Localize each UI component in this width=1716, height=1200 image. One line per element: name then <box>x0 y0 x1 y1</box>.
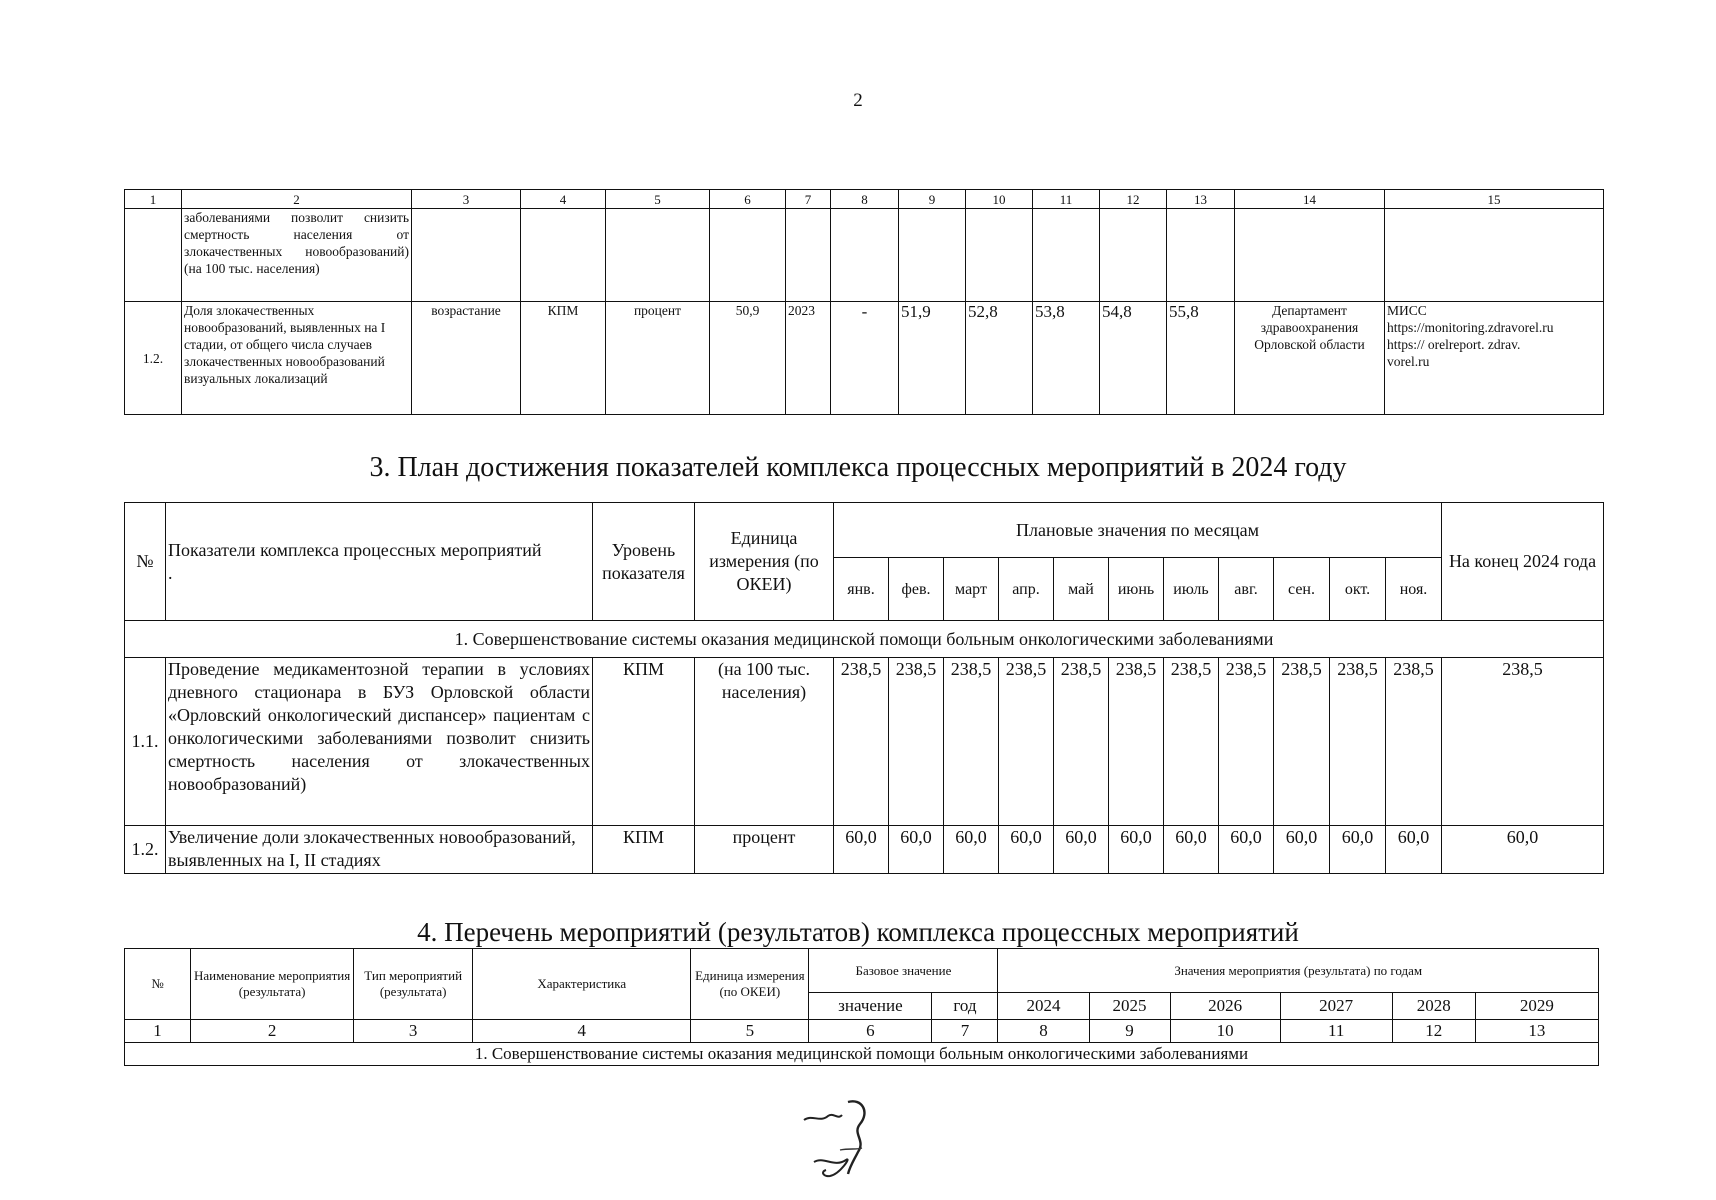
column-number: 13 <box>1475 1020 1598 1043</box>
month-header: авг. <box>1219 558 1274 621</box>
header-unit: Единица измерения (по ОКЕИ) <box>695 503 834 621</box>
column-number: 12 <box>1392 1020 1475 1043</box>
month-value: 60,0 <box>889 826 944 874</box>
value-cell: 54,8 <box>1100 302 1167 415</box>
column-number: 4 <box>473 1020 691 1043</box>
column-number: 6 <box>710 190 786 209</box>
header-values-by-year: Значения мероприятия (результата) по годам <box>998 949 1599 993</box>
header-num: № <box>125 949 191 1020</box>
month-header: июль <box>1164 558 1219 621</box>
month-value: 238,5 <box>1386 658 1442 826</box>
section-4-title: 4. Перечень мероприятий (результатов) комплекса процессных мероприятий <box>417 917 1299 947</box>
month-header: апр. <box>999 558 1054 621</box>
year-header: 2024 <box>998 993 1089 1020</box>
level-cell: КПМ <box>593 826 695 874</box>
header-num: № <box>125 503 166 621</box>
column-number: 6 <box>809 1020 932 1043</box>
month-header: янв. <box>834 558 889 621</box>
month-value: 60,0 <box>1219 826 1274 874</box>
section-row-label: 1. Совершенствование системы оказания медицинской помощи больным онкологическими заболеваниями <box>125 1043 1599 1066</box>
column-number: 4 <box>521 190 606 209</box>
header-characteristic: Характеристика <box>473 949 691 1020</box>
section-row <box>125 1043 1599 1066</box>
month-header: фев. <box>889 558 944 621</box>
month-value: 238,5 <box>1219 658 1274 826</box>
trend-cell: возрастание <box>412 302 521 415</box>
year-header: 2029 <box>1475 993 1598 1020</box>
column-number: 13 <box>1167 190 1235 209</box>
value-cell: 53,8 <box>1033 302 1100 415</box>
column-number: 3 <box>412 190 521 209</box>
level-cell: КПМ <box>521 302 606 415</box>
month-value: 60,0 <box>1164 826 1219 874</box>
responsible-cell: Департамент здравоохранения Орловской области <box>1235 302 1385 415</box>
table-row <box>125 209 1604 302</box>
column-number: 2 <box>191 1020 354 1043</box>
indicator-name: Проведение медикаментозной терапии в условиях дневного стационара в БУЗ Орловской области «Орловский онкологический диспансер» пациентам с онкологическими заболеваниями позволит снизить смертность населения от злокачественных новообразований) <box>166 658 593 826</box>
month-value: 60,0 <box>1274 826 1330 874</box>
row-number <box>125 209 182 302</box>
month-header: сен. <box>1274 558 1330 621</box>
month-value: 60,0 <box>944 826 999 874</box>
month-value: 238,5 <box>1164 658 1219 826</box>
month-value: 60,0 <box>834 826 889 874</box>
header-base-value: значение <box>809 993 932 1020</box>
header-planned: Плановые значения по месяцам <box>834 503 1442 558</box>
handwritten-signature <box>800 1090 880 1185</box>
row-number: 1.2. <box>125 826 166 874</box>
unit-cell: (на 100 тыс. населения) <box>695 658 834 826</box>
month-header: ноя. <box>1386 558 1442 621</box>
month-value: 238,5 <box>1054 658 1109 826</box>
column-number: 2 <box>182 190 412 209</box>
column-number-row <box>125 1020 1599 1043</box>
column-number: 1 <box>125 190 182 209</box>
header-name: Наименование мероприятия (результата) <box>191 949 354 1020</box>
unit-cell: процент <box>695 826 834 874</box>
month-value: 60,0 <box>1330 826 1386 874</box>
column-number: 9 <box>899 190 966 209</box>
header-indicators-dot: . <box>168 562 173 583</box>
end-of-year-value: 238,5 <box>1442 658 1604 826</box>
system-link: https://monitoring.zdravorel.ru <box>1387 320 1554 335</box>
month-value: 60,0 <box>999 826 1054 874</box>
month-value: 238,5 <box>834 658 889 826</box>
column-number-row <box>125 190 1604 209</box>
year-header: 2027 <box>1280 993 1392 1020</box>
level-cell: КПМ <box>593 658 695 826</box>
value-cell: 51,9 <box>899 302 966 415</box>
column-number: 7 <box>932 1020 998 1043</box>
information-system-cell <box>1385 302 1604 415</box>
month-value: 238,5 <box>944 658 999 826</box>
month-value: 238,5 <box>999 658 1054 826</box>
header-row <box>125 503 1604 558</box>
value-cell: 52,8 <box>966 302 1033 415</box>
base-value-cell: 50,9 <box>710 302 786 415</box>
indicators-table-continued <box>124 189 1604 415</box>
section-3-title: 3. План достижения показателей комплекса процессных мероприятий в 2024 году <box>369 452 1347 483</box>
month-value: 60,0 <box>1054 826 1109 874</box>
column-number: 14 <box>1235 190 1385 209</box>
header-unit: Единица измерения (по ОКЕИ) <box>691 949 809 1020</box>
unit-cell: процент <box>606 302 710 415</box>
header-base-year: год <box>932 993 998 1020</box>
month-value: 60,0 <box>1386 826 1442 874</box>
system-name: МИСС <box>1387 303 1427 318</box>
month-value: 238,5 <box>1274 658 1330 826</box>
indicator-name: заболеваниями позволит снизить смертность населения от злокачественных новообразований) (на 100 тыс. населения) <box>182 209 412 302</box>
header-indicators <box>166 503 593 621</box>
table-row <box>125 826 1604 874</box>
column-number: 1 <box>125 1020 191 1043</box>
month-value: 238,5 <box>1330 658 1386 826</box>
month-header: май <box>1054 558 1109 621</box>
end-of-year-value: 60,0 <box>1442 826 1604 874</box>
column-number: 7 <box>786 190 831 209</box>
column-number: 11 <box>1033 190 1100 209</box>
monthly-plan-table <box>124 502 1604 874</box>
month-value: 60,0 <box>1109 826 1164 874</box>
value-cell: 55,8 <box>1167 302 1235 415</box>
measures-table <box>124 948 1599 1066</box>
header-type: Тип мероприятий (результата) <box>354 949 473 1020</box>
header-base: Базовое значение <box>809 949 998 993</box>
year-header: 2026 <box>1170 993 1280 1020</box>
indicator-name: Увеличение доли злокачественных новообразований, выявленных на I, II стадиях <box>166 826 593 874</box>
column-number: 8 <box>998 1020 1089 1043</box>
system-link: vorel.ru <box>1387 354 1430 369</box>
column-number: 5 <box>606 190 710 209</box>
row-number: 1.2. <box>125 302 182 415</box>
year-header: 2025 <box>1089 993 1170 1020</box>
column-number: 10 <box>966 190 1033 209</box>
header-indicators-label: Показатели комплекса процессных мероприятий <box>168 539 542 560</box>
month-header: июнь <box>1109 558 1164 621</box>
month-header: март <box>944 558 999 621</box>
column-number: 3 <box>354 1020 473 1043</box>
page-number: 2 <box>853 90 863 111</box>
column-number: 8 <box>831 190 899 209</box>
column-number: 12 <box>1100 190 1167 209</box>
header-end-of-year: На конец 2024 года <box>1442 503 1604 621</box>
base-year-cell: 2023 <box>786 302 831 415</box>
column-number: 10 <box>1170 1020 1280 1043</box>
value-cell: - <box>831 302 899 415</box>
row-number: 1.1. <box>125 658 166 826</box>
month-value: 238,5 <box>1109 658 1164 826</box>
system-link: https:// orelreport. zdrav. <box>1387 337 1521 352</box>
section-row <box>125 621 1604 658</box>
column-number: 9 <box>1089 1020 1170 1043</box>
section-row-label: 1. Совершенствование системы оказания медицинской помощи больным онкологическими заболеваниями <box>125 621 1604 658</box>
table-row <box>125 658 1604 826</box>
header-row <box>125 949 1599 993</box>
header-level: Уровень показателя <box>593 503 695 621</box>
indicator-name: Доля злокачественных новообразований, выявленных на I стадии, от общего числа случаев злокачественных новообразований визуальных локализаций <box>182 302 412 415</box>
month-value: 238,5 <box>889 658 944 826</box>
column-number: 15 <box>1385 190 1604 209</box>
month-header: окт. <box>1330 558 1386 621</box>
year-header: 2028 <box>1392 993 1475 1020</box>
column-number: 11 <box>1280 1020 1392 1043</box>
column-number: 5 <box>691 1020 809 1043</box>
table-row <box>125 302 1604 415</box>
